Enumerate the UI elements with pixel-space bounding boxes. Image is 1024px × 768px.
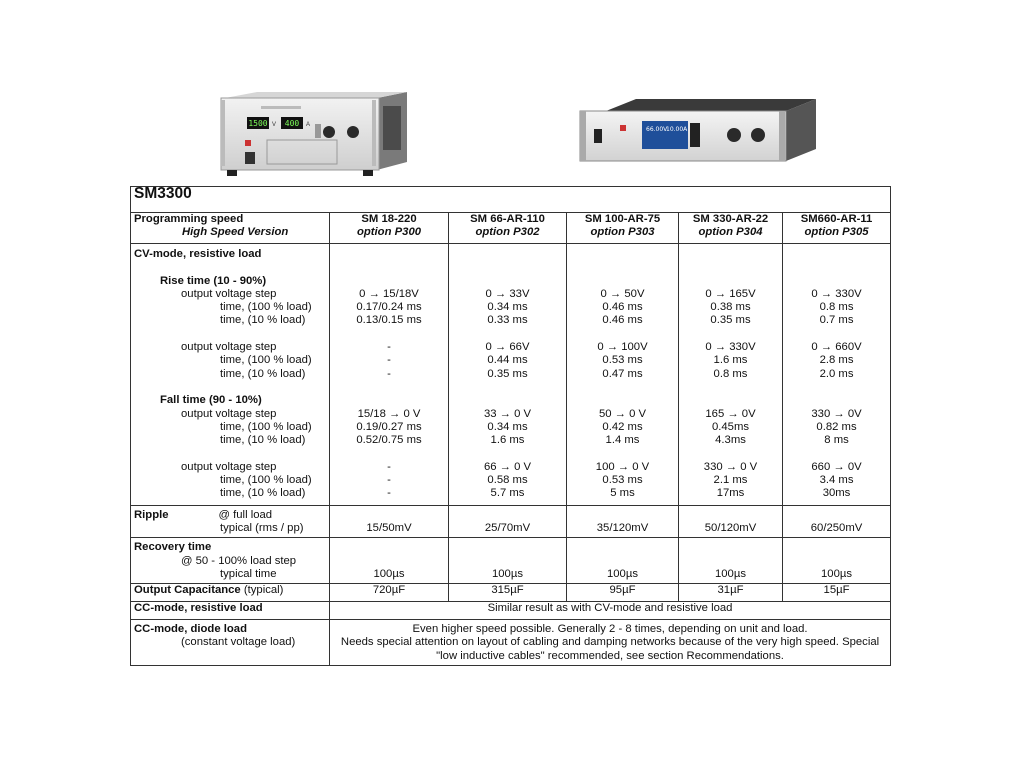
value-cell: - bbox=[387, 341, 391, 354]
value-cell: 0 → 15/18V bbox=[359, 287, 419, 300]
model-name: SM660-AR-11 bbox=[800, 213, 873, 225]
time-full-load-label: time, (100 % load) bbox=[220, 354, 312, 367]
cc-diode-row bbox=[131, 620, 891, 666]
recovery-value: 100µs bbox=[330, 538, 449, 584]
value-cell: 0.38 ms bbox=[710, 301, 751, 314]
programming-speed-label: Programming speed bbox=[134, 213, 244, 225]
ripple-label: Ripple bbox=[134, 508, 169, 521]
value-cell: 0.34 ms bbox=[487, 301, 528, 314]
device1-unit-v: V bbox=[272, 122, 277, 128]
value-cell: - bbox=[387, 460, 391, 473]
value-cell: - bbox=[387, 354, 391, 367]
value-cell: 0.45ms bbox=[711, 420, 750, 433]
recovery-value: 100µs bbox=[449, 538, 567, 584]
value-cell: 4.3ms bbox=[715, 434, 746, 447]
time-full-load-label: time, (100 % load) bbox=[220, 474, 312, 487]
model-option: option P300 bbox=[356, 226, 422, 239]
cv-values-col-3 bbox=[567, 244, 679, 506]
power-supply-photo-sm3300 bbox=[217, 92, 411, 180]
value-cell: - bbox=[387, 487, 391, 500]
value-cell: 17ms bbox=[716, 487, 745, 500]
value-cell: 2.8 ms bbox=[819, 354, 854, 367]
recovery-condition: @ 50 - 100% load step bbox=[181, 554, 297, 567]
output-voltage-step-label: output voltage step bbox=[181, 341, 277, 354]
value-cell: - bbox=[387, 474, 391, 487]
value-cell: 0.53 ms bbox=[602, 354, 643, 367]
value-cell: 0.33 ms bbox=[487, 314, 528, 327]
model-option: option P302 bbox=[475, 226, 540, 239]
ripple-row bbox=[131, 505, 891, 538]
cc-diode-text-line-2: Needs special attention on layout of cabling and damping networks because of the very high speed. Special bbox=[340, 636, 880, 649]
cc-resistive-row bbox=[131, 602, 891, 620]
value-cell: 0.34 ms bbox=[487, 420, 528, 433]
ripple-condition: @ full load bbox=[218, 508, 273, 521]
recovery-value: 100µs bbox=[567, 538, 679, 584]
value-cell: 66 → 0 V bbox=[483, 460, 532, 473]
value-cell: 0.53 ms bbox=[602, 474, 643, 487]
time-ten-load-label: time, (10 % load) bbox=[220, 434, 306, 447]
value-cell: 0.13/0.15 ms bbox=[356, 314, 422, 327]
value-cell: 0.19/0.27 ms bbox=[356, 420, 422, 433]
cc-diode-sublabel: (constant voltage load) bbox=[181, 636, 296, 649]
ripple-typical-label: typical (rms / pp) bbox=[220, 521, 304, 534]
output-voltage-step-label: output voltage step bbox=[181, 407, 277, 420]
value-cell: 0 → 330V bbox=[705, 341, 756, 354]
value-cell: 0 → 660V bbox=[811, 341, 862, 354]
model-option: option P305 bbox=[804, 226, 869, 239]
value-cell: 0.52/0.75 ms bbox=[356, 434, 422, 447]
value-cell: 0 → 33V bbox=[485, 287, 530, 300]
value-cell: 0.17/0.24 ms bbox=[356, 301, 422, 314]
cc-resistive-text: Similar result as with CV-mode and resistive load bbox=[330, 602, 891, 620]
value-cell: 0.82 ms bbox=[816, 420, 857, 433]
value-cell: 1.6 ms bbox=[713, 354, 748, 367]
recovery-value: 100µs bbox=[783, 538, 891, 584]
model-name: SM 18-220 bbox=[361, 213, 417, 225]
value-cell: 0.7 ms bbox=[819, 314, 854, 327]
cc-diode-text-line-1: Even higher speed possible. Generally 2 - 8 times, depending on unit and load. bbox=[412, 623, 808, 636]
header-row bbox=[131, 213, 891, 244]
value-cell: 30ms bbox=[822, 487, 851, 500]
value-cell: 0.44 ms bbox=[487, 354, 528, 367]
value-cell: 2.0 ms bbox=[819, 367, 854, 380]
capacitance-suffix: (typical) bbox=[240, 584, 284, 597]
cc-diode-label: CC-mode, diode load bbox=[134, 623, 247, 636]
time-ten-load-label: time, (10 % load) bbox=[220, 314, 306, 327]
value-cell: 2.1 ms bbox=[713, 474, 748, 487]
value-cell: 5 ms bbox=[610, 487, 635, 500]
value-cell: 0 → 330V bbox=[811, 287, 862, 300]
ripple-value: 15/50mV bbox=[330, 505, 449, 538]
ripple-value: 35/120mV bbox=[567, 505, 679, 538]
output-voltage-step-label: output voltage step bbox=[181, 287, 277, 300]
capacitance-label: Output Capacitance bbox=[134, 584, 241, 597]
recovery-value: 100µs bbox=[679, 538, 783, 584]
value-cell: 100 → 0 V bbox=[595, 460, 650, 473]
high-speed-version-label: High Speed Version bbox=[182, 226, 289, 239]
recovery-row bbox=[131, 538, 891, 584]
time-full-load-label: time, (100 % load) bbox=[220, 301, 312, 314]
capacitance-value: 315µF bbox=[449, 584, 567, 602]
value-cell: 0 → 165V bbox=[705, 287, 756, 300]
table-title: SM3300 bbox=[131, 187, 891, 213]
ripple-value: 60/250mV bbox=[783, 505, 891, 538]
time-ten-load-label: time, (10 % load) bbox=[220, 487, 306, 500]
value-cell: 330 → 0 V bbox=[703, 460, 758, 473]
value-cell: 0 → 66V bbox=[485, 341, 530, 354]
value-cell: 0 → 50V bbox=[600, 287, 645, 300]
value-cell: 0.8 ms bbox=[713, 367, 748, 380]
device1-display-voltage: 1500 bbox=[248, 119, 268, 128]
ripple-value: 25/70mV bbox=[449, 505, 567, 538]
value-cell: 0.8 ms bbox=[819, 301, 854, 314]
model-name: SM 100-AR-75 bbox=[584, 213, 661, 225]
value-cell: 50 → 0 V bbox=[598, 407, 647, 420]
value-cell: 0.46 ms bbox=[602, 314, 643, 327]
device2-lcd-current: 10.00A bbox=[666, 126, 688, 133]
value-cell: 5.7 ms bbox=[490, 487, 525, 500]
capacitance-value: 15µF bbox=[783, 584, 891, 602]
cc-diode-text-line-3: "low inductive cables" recommended, see section Recommendations. bbox=[436, 649, 784, 662]
time-ten-load-label: time, (10 % load) bbox=[220, 367, 306, 380]
cc-resistive-label: CC-mode, resistive load bbox=[131, 602, 330, 620]
value-cell: 0.58 ms bbox=[487, 474, 528, 487]
specification-table bbox=[130, 186, 891, 666]
recovery-typical-label: typical time bbox=[220, 567, 277, 580]
value-cell: 0.35 ms bbox=[487, 367, 528, 380]
capacitance-value: 720µF bbox=[330, 584, 449, 602]
value-cell: 1.4 ms bbox=[605, 434, 640, 447]
value-cell: 33 → 0 V bbox=[483, 407, 532, 420]
device1-unit-a: A bbox=[306, 122, 311, 128]
model-option: option P303 bbox=[590, 226, 655, 239]
value-cell: 0 → 100V bbox=[597, 341, 648, 354]
value-cell: 1.6 ms bbox=[490, 434, 525, 447]
fall-time-label: Fall time (90 - 10%) bbox=[160, 394, 262, 407]
model-option: option P304 bbox=[698, 226, 763, 239]
capacitance-value: 31µF bbox=[679, 584, 783, 602]
cv-values-col-4 bbox=[679, 244, 783, 506]
value-cell: - bbox=[387, 367, 391, 380]
value-cell: 0.35 ms bbox=[710, 314, 751, 327]
value-cell: 8 ms bbox=[824, 434, 849, 447]
output-voltage-step-label: output voltage step bbox=[181, 460, 277, 473]
cv-values-col-5 bbox=[783, 244, 891, 506]
power-supply-photo-sm3300-lcd bbox=[576, 97, 822, 167]
value-cell: 330 → 0V bbox=[811, 407, 862, 420]
cv-values-col-1 bbox=[330, 244, 449, 506]
value-cell: 165 → 0V bbox=[705, 407, 756, 420]
value-cell: 660 → 0V bbox=[811, 460, 862, 473]
cv-values-col-2 bbox=[449, 244, 567, 506]
rise-time-label: Rise time (10 - 90%) bbox=[160, 274, 267, 287]
cv-mode-label: CV-mode, resistive load bbox=[134, 248, 262, 260]
model-name: SM 66-AR-110 bbox=[470, 213, 545, 225]
device1-display-current: 400 bbox=[284, 119, 300, 128]
recovery-label: Recovery time bbox=[134, 541, 212, 554]
value-cell: 0.46 ms bbox=[602, 301, 643, 314]
capacitance-value: 95µF bbox=[567, 584, 679, 602]
cv-mode-row bbox=[131, 244, 891, 506]
ripple-value: 50/120mV bbox=[679, 505, 783, 538]
value-cell: 15/18 → 0 V bbox=[357, 407, 421, 420]
model-name: SM 330-AR-22 bbox=[692, 213, 769, 225]
value-cell: 3.4 ms bbox=[819, 474, 854, 487]
device2-lcd-voltage: 66.00V bbox=[646, 126, 668, 133]
capacitance-row bbox=[131, 584, 891, 602]
value-cell: 0.47 ms bbox=[602, 367, 643, 380]
value-cell: 0.42 ms bbox=[602, 420, 643, 433]
time-full-load-label: time, (100 % load) bbox=[220, 420, 312, 433]
